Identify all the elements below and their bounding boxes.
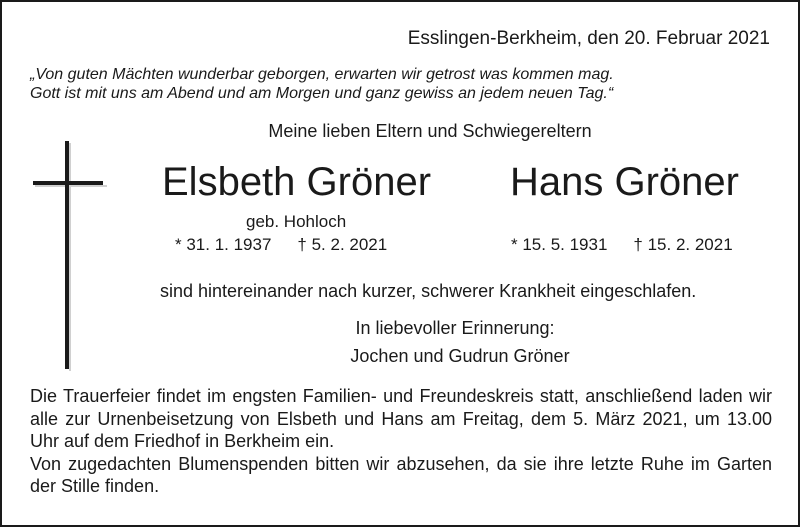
- quote-line-1: „Von guten Mächten wunderbar geborgen, erwarten wir getrost was kommen mag.: [30, 66, 614, 83]
- dates-hans: [511, 235, 733, 255]
- name-elsbeth: Elsbeth Gröner: [162, 160, 432, 204]
- death-date: † 5. 2. 2021: [297, 235, 388, 254]
- birth-date: * 15. 5. 1931: [511, 235, 608, 254]
- memory-line: In liebevoller Erinnerung:: [355, 318, 555, 338]
- name-hans: Hans Gröner: [510, 160, 739, 204]
- funeral-paragraph: Die Trauerfeier findet im engsten Familien- und Freundeskreis statt, anschließend laden wir alle zur Urnenbeisetzung von Elsbeth und Hans am Freitag, dem 5. März 2021, um 13.00 Uhr auf dem Friedhof in Berkheim ein.: [30, 386, 772, 451]
- death-date: † 15. 2. 2021: [633, 235, 733, 254]
- birth-date: * 31. 1. 1937: [175, 235, 272, 254]
- flowers-paragraph: Von zugedachten Blumenspenden bitten wir abzusehen, da sie ihre letzte Ruhe im Garten der Stille finden.: [30, 453, 772, 496]
- signers: Jochen und Gudrun Gröner: [350, 346, 570, 366]
- place-date: Esslingen-Berkheim, den 20. Februar 2021: [407, 28, 770, 49]
- quote-line-2: Gott ist mit uns am Abend und am Morgen und ganz gewiss an jedem neuen Tag.“: [30, 85, 614, 102]
- dates-elsbeth: [175, 235, 387, 255]
- death-statement: sind hintereinander nach kurzer, schwerer Krankheit eingeschlafen.: [160, 281, 697, 301]
- funeral-info: [30, 385, 772, 498]
- maiden-name: geb. Hohloch: [246, 212, 347, 231]
- intro-text: Meine lieben Eltern und Schwiegereltern: [268, 121, 592, 141]
